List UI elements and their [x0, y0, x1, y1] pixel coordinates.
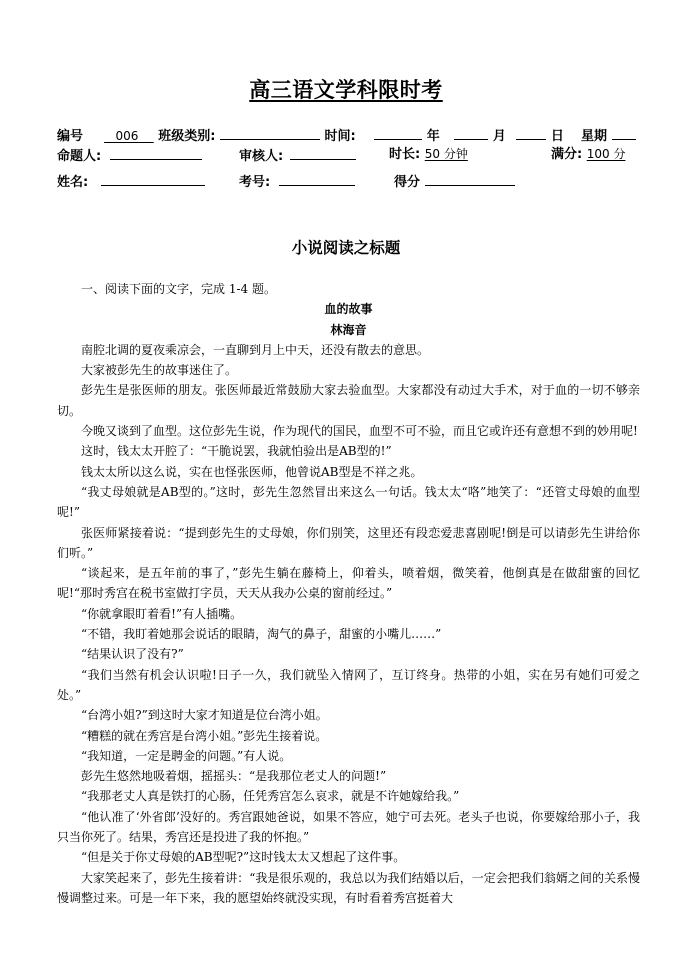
paragraph: “你就拿眼盯着看!”有人插嘴。	[81, 606, 243, 621]
paragraph: “我们当然有机会认识啦!日子一久，我们就坠入情网了，互订终身。热带的小姐，实在另有她们可爱之处。”	[57, 667, 640, 702]
paragraph: “但是关于你丈母娘的AB型呢?”这时钱太太又想起了这件事。	[81, 850, 406, 865]
exam-title: 高三语文学科限时考	[249, 78, 443, 102]
name-group	[57, 171, 205, 192]
paragraph: 南腔北调的夏夜乘凉会，一直聊到月上中天，还没有散去的意思。	[81, 342, 430, 357]
paragraph: “谈起来，是五年前的事了，”彭先生躺在藤椅上，仰着头，喷着烟，微笑着，他倒真是在做甜蜜的回忆呢!“那时秀宫在税书室做打字员，天天从我办公桌的窗前经过。”	[57, 566, 640, 601]
paragraph: “结果认识了没有?”	[81, 647, 184, 662]
setter-blank[interactable]	[110, 145, 202, 160]
header-row-2	[57, 145, 202, 166]
time-label: 时间:	[324, 129, 356, 144]
paragraph: 张医师紧接着说：“提到彭先生的丈母娘，你们别笑，这里还有段恋爱悲喜剧呢!倒是可以请彭先生讲给你们听。”	[57, 525, 640, 560]
header-row-1	[57, 125, 636, 146]
paragraph: 彭先生是张医师的朋友。张医师最近常鼓励大家去验血型。大家都没有动过大手术，对于血的一切不够亲切。	[57, 383, 640, 418]
number-label: 编号	[57, 129, 84, 144]
reviewer-group	[239, 145, 356, 166]
weekday-label: 星期	[581, 129, 608, 144]
score-group	[394, 171, 515, 192]
year-label: 年	[426, 129, 440, 144]
paragraph: 今晚又谈到了血型。这位彭先生说，作为现代的国民，血型不可不验，而且它或许还有意想不到的妙用呢!	[81, 424, 638, 439]
examno-blank[interactable]	[279, 171, 355, 186]
paragraph: “我那老丈人真是铁打的心肠，任凭秀宫怎么哀求，就是不许她嫁给我。”	[81, 789, 460, 804]
fullscore-group	[551, 145, 625, 164]
setter-label: 命题人:	[57, 149, 102, 164]
month-blank[interactable]	[454, 125, 488, 140]
story-title: 血的故事	[324, 302, 373, 317]
paragraph: 这时，钱太太开腔了：“干脆说罢，我就怕验出是AB型的!”	[81, 444, 392, 459]
story-author: 林海音	[330, 322, 367, 337]
duration-value: 50 分钟	[424, 147, 468, 161]
paragraph: 彭先生悠然地吸着烟，摇摇头：“是我那位老丈人的问题!”	[81, 769, 387, 784]
paragraph: “台湾小姐?”到这时大家才知道是位台湾小姐。	[81, 708, 328, 723]
fullscore-label: 满分:	[551, 147, 583, 162]
class-label: 班级类别:	[158, 129, 216, 144]
score-label: 得分	[394, 175, 421, 190]
month-label: 月	[492, 129, 506, 144]
instruction: 一、阅读下面的文字，完成 1-4 题。	[81, 282, 276, 296]
reading-passage	[57, 279, 640, 908]
paragraph: 大家笑起来了，彭先生接着讲：“我是很乐观的，我总以为我们结婚以后，一定会把我们翁婿之间的关系慢慢调整过来。可是一年下来，我的愿望始终就没实现，有时看着秀宫挺着大	[57, 870, 640, 905]
duration-group	[389, 145, 468, 164]
section-title: 小说阅读之标题	[291, 239, 401, 257]
paragraph: “我丈母娘就是AB型的。”这时，彭先生忽然冒出来这么一句话。钱太太“咯”地笑了：“还管丈母娘的血型呢!”	[57, 484, 640, 520]
duration-label: 时长:	[389, 147, 421, 162]
name-label: 姓名:	[57, 175, 89, 190]
name-blank[interactable]	[101, 171, 205, 186]
number-value: 006	[115, 129, 139, 143]
weekday-blank[interactable]	[612, 125, 636, 140]
day-label: 日	[550, 129, 564, 144]
year-blank[interactable]	[374, 125, 422, 140]
paragraph: “他认准了‘外省郎’没好的。秀宫跟她爸说，如果不答应，她宁可去死。老头子也说，你要嫁给那小子，我只当你死了。结果，秀宫还是投进了我的怀抱。”	[57, 809, 640, 845]
day-blank[interactable]	[516, 125, 546, 140]
examno-label: 考号:	[239, 175, 271, 190]
class-blank[interactable]	[220, 125, 320, 140]
paragraph: 钱太太所以这么说，实在也怪张医师，他曾说AB型是不祥之兆。	[81, 464, 423, 479]
reviewer-blank[interactable]	[290, 145, 356, 160]
paragraph: “糟糕的就在秀宫是台湾小姐。”彭先生接着说。	[81, 728, 328, 743]
paragraph: “不错，我盯着她那会说话的眼睛，淘气的鼻子，甜蜜的小嘴儿……”	[81, 627, 442, 642]
paragraph: 大家被彭先生的故事迷住了。	[81, 363, 238, 378]
score-blank[interactable]	[425, 171, 515, 186]
paragraph: “我知道，一定是聘金的问题。”有人说。	[81, 748, 292, 763]
fullscore-value: 100 分	[586, 147, 626, 161]
examno-group	[239, 171, 355, 192]
reviewer-label: 审核人:	[239, 149, 284, 164]
